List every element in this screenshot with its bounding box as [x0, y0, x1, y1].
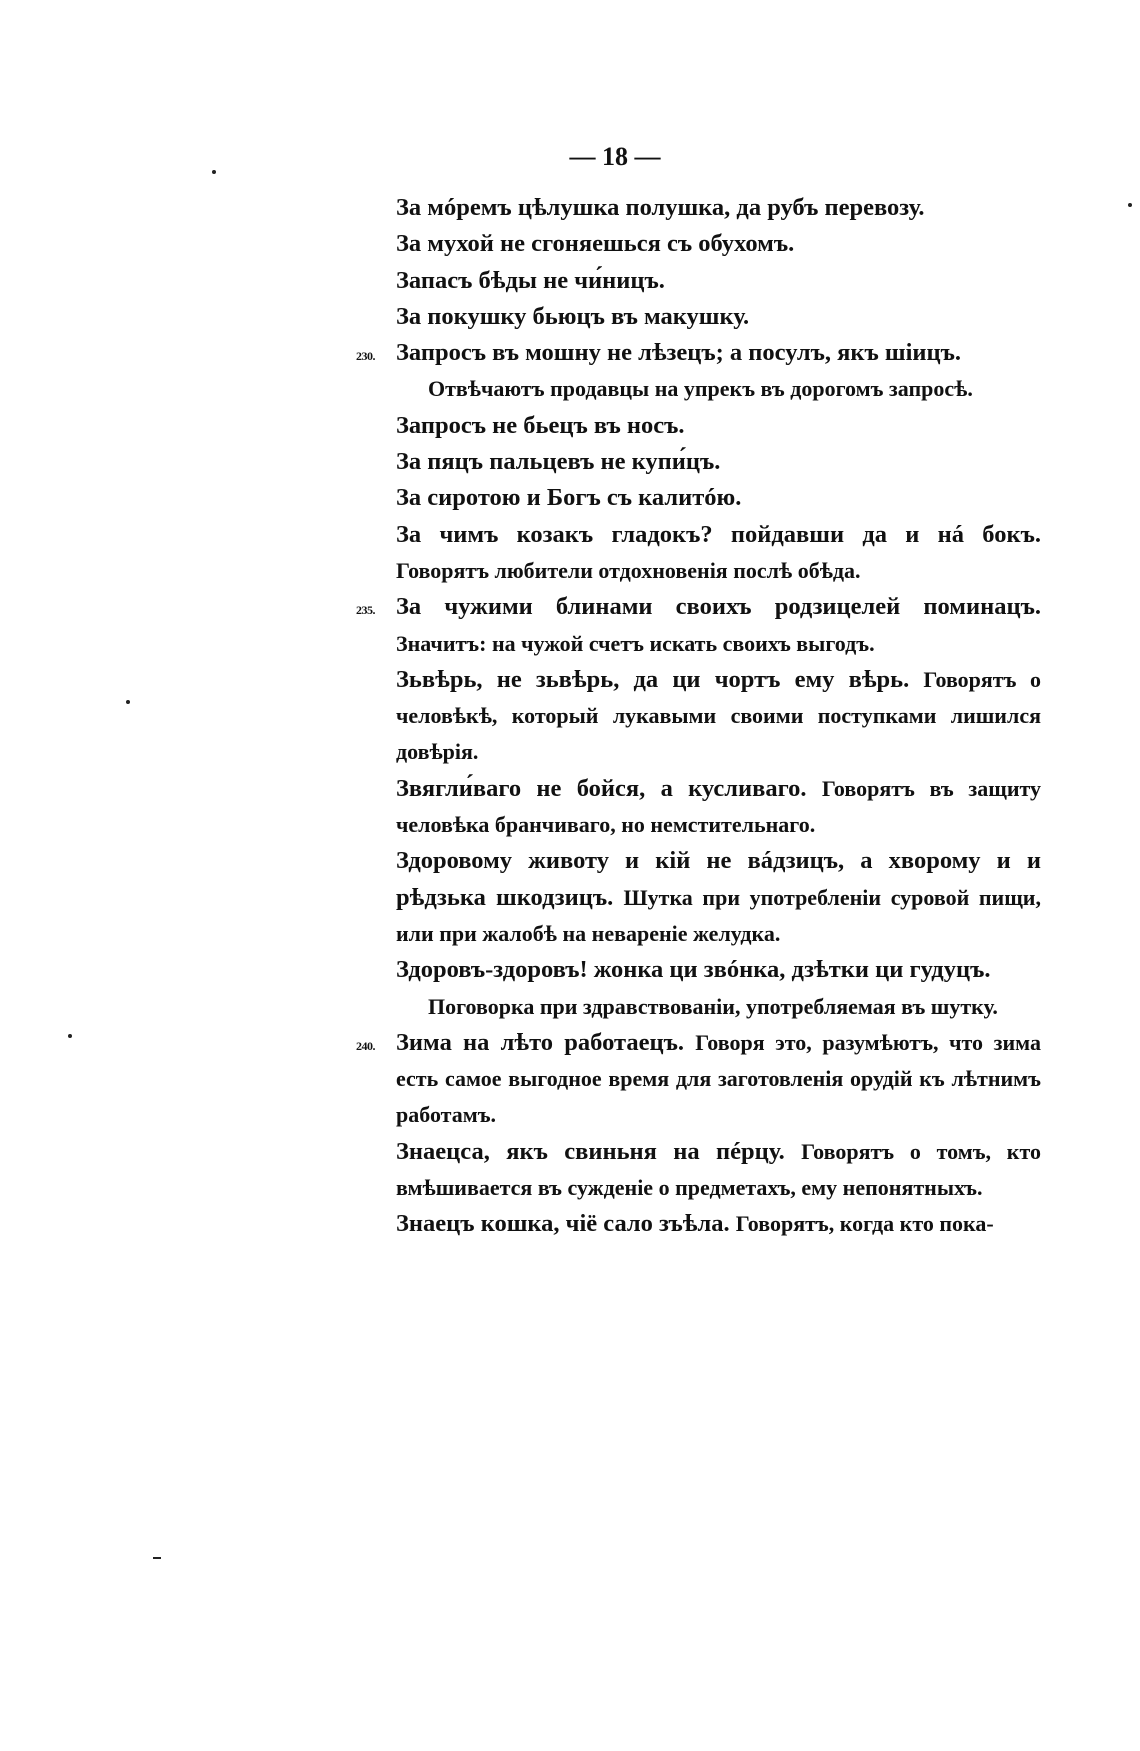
proverb-text: За пяцъ пальцевъ не купи́цъ.: [396, 448, 721, 476]
list-item: [396, 263, 1041, 299]
proverb-text: Запросъ въ мошну не лѣзецъ; а посулъ, якъ шіицъ.: [396, 339, 962, 367]
proverb-list: [356, 190, 1042, 1243]
list-item: [396, 662, 1041, 771]
proverb-paragraph: [396, 662, 1041, 771]
proverb-explanation: Отвѣчаютъ продавцы на упрекъ въ дорогомъ запросѣ.: [428, 376, 973, 402]
proverb-paragraph: [396, 589, 1041, 662]
list-item: [396, 480, 1041, 516]
scan-speck: [68, 1034, 72, 1038]
list-item: [396, 226, 1041, 262]
list-item: [396, 771, 1041, 844]
proverb-text: Звягли́ваго не бойся, а кусливаго.: [396, 774, 807, 802]
scan-speck: [212, 170, 216, 174]
proverb-explanation: Значитъ: на чужой счетъ искать своихъ выгодъ.: [396, 630, 875, 656]
proverb-paragraph: [396, 843, 1041, 952]
proverb-explanation: Говорятъ, когда кто пока-: [735, 1211, 994, 1237]
list-item: [396, 1134, 1041, 1207]
proverb-text: За покушку бьюцъ въ макушку.: [396, 302, 750, 330]
list-item: [356, 1025, 1041, 1134]
proverb-explanation: Говорятъ о человѣкѣ, который лукавыми своими поступками лишился довѣрія.: [396, 666, 1041, 765]
proverb-explanation: Говорятъ въ защиту человѣка бранчиваго, но немстительнаго.: [396, 775, 1042, 838]
list-item: [396, 517, 1041, 590]
proverb-explanation: Говорятъ любители отдохновенія послѣ обѣда.: [396, 557, 861, 583]
proverb-text: Здоровому животу и кій не вáдзицъ, а хворому и и рѣдзька шкодзицъ.: [396, 847, 1041, 911]
proverb-number: 240.: [356, 1038, 375, 1053]
list-item: [396, 299, 1041, 335]
proverb-text: За сиротою и Богъ съ калитóю.: [396, 484, 742, 512]
proverb-paragraph: [396, 1025, 1041, 1134]
proverb-text: Запросъ не бьецъ въ носъ.: [396, 411, 685, 439]
proverb-text: Зьвѣрь, не зьвѣрь, да ци чортъ ему вѣрь.: [396, 665, 910, 693]
proverb-text: Здоровъ-здоровъ! жонка ци звóнка, дзѣтки ци гудуцъ.: [396, 956, 991, 984]
list-item: [396, 1206, 1041, 1242]
list-item: [396, 444, 1041, 480]
proverb-paragraph: [396, 1134, 1041, 1207]
list-item: [396, 190, 1041, 226]
proverb-explanation: Поговорка при здравствованіи, употребляемая въ шутку.: [428, 993, 998, 1019]
proverb-text: Зима на лѣто работаецъ.: [396, 1028, 684, 1056]
proverb-paragraph: [396, 1206, 1041, 1242]
list-item: [396, 843, 1041, 952]
proverb-explanation: Говоря это, разумѣютъ, что зима есть самое выгодное время для заготовленія орудій къ лѣтнимъ работамъ.: [396, 1029, 1041, 1128]
scan-speck: [153, 1557, 161, 1559]
scan-speck: [1128, 203, 1132, 207]
proverb-text: Запасъ бѣды не чи́ницъ.: [396, 266, 665, 294]
page-number: — 18 —: [569, 142, 661, 171]
proverb-paragraph: [396, 771, 1041, 844]
proverb-explanation: Шутка при употребленіи суровой пищи, или при жалобѣ на невареніе желудка.: [396, 884, 1041, 946]
list-item: [356, 335, 1041, 408]
proverb-number: 230.: [356, 349, 375, 364]
proverb-text: За чужими блинами своихъ родзицелей поминацъ.: [396, 593, 1041, 621]
proverb-text: За мóремъ цѣлушка полушка, да рубъ перевозу.: [396, 194, 925, 221]
proverb-text: Знаецса, якъ свиньня на пéрцу.: [396, 1137, 785, 1165]
proverb-number: 235.: [356, 603, 375, 618]
proverb-text: За чимъ козакъ гладокъ? пойдавши да и нá бокъ.: [396, 520, 1041, 548]
proverb-text: Знаецъ кошка, чіё сало зъѣла.: [396, 1210, 730, 1238]
proverb-explanation: Говорятъ о томъ, кто вмѣшивается въ сужденіе о предметахъ, ему непонятныхъ.: [396, 1138, 1042, 1201]
list-item: [396, 952, 1041, 1025]
scan-speck: [126, 700, 130, 704]
proverb-text: За мухой не сгоняешься съ обухомъ.: [396, 230, 795, 258]
list-item: [396, 408, 1041, 444]
list-item: [356, 589, 1041, 662]
proverb-paragraph: [396, 517, 1041, 590]
